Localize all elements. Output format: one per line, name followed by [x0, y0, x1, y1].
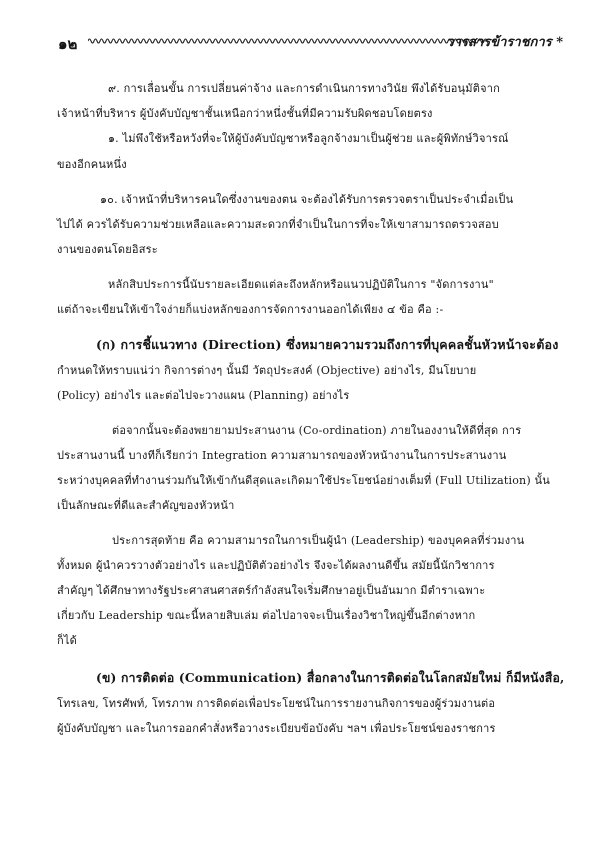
text-line: ของอีกคนหนึ่ง	[57, 158, 127, 171]
text-line: ๙. การเลื่อนขั้น การเปลี่ยนค่าจ้าง และการดำเนินการทางวินัย พึงได้รับอนุมัติจาก	[108, 82, 500, 95]
text-line: เจ้าหน้าที่บริหาร ผู้บังคับบัญชาชั้นเหนือกว่าหนึ่งชั้นที่มีความรับผิดชอบโดยตรง	[57, 107, 433, 120]
text-line: ๑. ไม่พึงใช้หรือหวังที่จะให้ผู้บังคับบัญชาหรือลูกจ้างมาเป็นผู้ช่วย และผู้พิทักษ์วิจารณ์	[108, 132, 509, 145]
text-line: ทั้งหมด ผู้นำควรวางตัวอย่างไร และปฏิบัติตัวอย่างไร จึงจะได้ผลงานดีขึ้น สมัยนี้นักวิชาการ	[57, 559, 495, 572]
text-line: เป็นลักษณะที่ดีและสำคัญของหัวหน้า	[57, 499, 235, 512]
text-line: ประสานงานนี้ บางทีก็เรียกว่า Integration ความสามารถของหัวหน้างานในการประสานงาน	[57, 449, 507, 462]
text-line: (ข) การติดต่อ (Communication) สื่อกลางในการติดต่อในโลกสมัยใหม่ ก็มีหนังสือ,	[96, 670, 565, 685]
text-line: ประการสุดท้าย คือ ความสามารถในการเป็นผู้นำ (Leadership) ของบุคคลที่ร่วมงาน	[112, 534, 525, 547]
text-line: แต่ถ้าจะเขียนให้เข้าใจง่ายก็แบ่งหลักของการจัดการงานออกได้เพียง ๔ ข้อ คือ :-	[57, 303, 444, 316]
page-header	[58, 30, 563, 52]
text-line: งานของตนโดยอิสระ	[57, 243, 158, 256]
journal-title: วารสารข้าราชการ *	[446, 35, 563, 50]
text-line: เกี่ยวกับ Leadership ขณะนี้หลายสิบเล่ม ต่อไปอาจจะเป็นเรื่องวิชาใหญ่ขึ้นอีกต่างหาก	[57, 609, 476, 622]
text-line: หลักสิบประการนี้นับรายละเอียดแต่ละถึงหลักหรือแนวปฏิบัติในการ "จัดการงาน"	[108, 278, 494, 291]
text-line: ไปได้ ควรได้รับความช่วยเหลือและความสะดวกที่จำเป็นในการที่จะให้เขาสามารถตรวจสอบ	[57, 218, 499, 231]
text-line: ก็ได้	[57, 634, 77, 647]
text-line: กำหนดให้ทราบแน่ว่า กิจการต่างๆ นั้นมี วัตถุประสงค์ (Objective) อย่างไร, มีนโยบาย	[57, 364, 477, 377]
wavy-rule	[88, 34, 488, 48]
text-line: ต่อจากนั้นจะต้องพยายามประสานงาน (Co-ordination) ภายในองงานให้ดีที่สุด การ	[112, 424, 522, 437]
text-line: ๑๐. เจ้าหน้าที่บริหารคนใดซึ่งงานของตน จะต้องได้รับการตรวจตราเป็นประจำเมื่อเป็น	[100, 193, 514, 206]
text-line: (Policy) อย่างไร และต่อไปจะวางแผน (Planning) อย่างไร	[57, 389, 350, 402]
text-line: ระหว่างบุคคลที่ทำงานร่วมกันให้เข้ากันดีสุดและเกิดมาใช้ประโยชน์อย่างเต็มที่ (Full Utilization) นั้น	[57, 474, 550, 487]
page-number: ๑๒	[58, 35, 78, 53]
text-line: สำคัญๆ ได้ศึกษาทางรัฐประศาสนศาสตร์กำลังสนใจเริ่มศึกษาอยู่เป็นอันมาก มีตำราเฉพาะ	[57, 584, 486, 597]
text-line: (ก) การชี้แนวทาง (Direction) ซึ่งหมายความรวมถึงการที่บุคคลชั้นหัวหน้าจะต้อง	[96, 337, 559, 352]
text-line: โทรเลข, โทรศัพท์, โทรภาพ การติดต่อเพื่อประโยชน์ในการรายงานกิจการของผู้ร่วมงานต่อ	[57, 697, 496, 710]
text-line: ผู้บังคับบัญชา และในการออกคำสั่งหรือวางระเบียบข้อบังคับ ฯลฯ เพื่อประโยชน์ของราชการ	[57, 722, 496, 735]
